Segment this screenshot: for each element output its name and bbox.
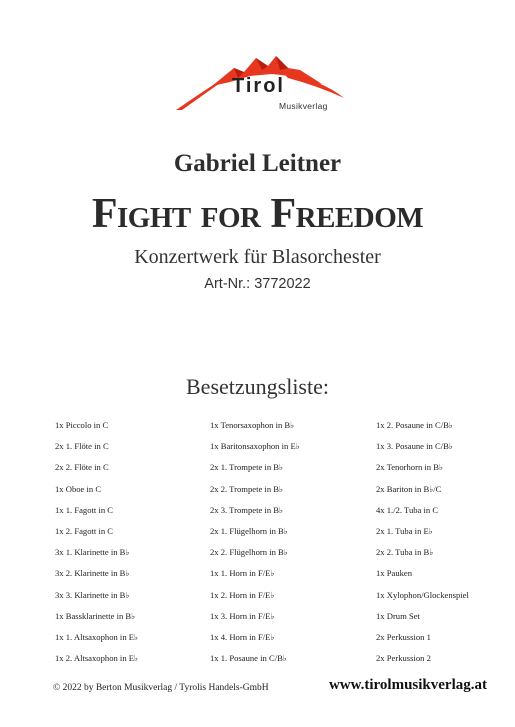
instrument-item: 1x Tenorsaxophon in B♭ — [210, 420, 295, 430]
instrument-item: 2x Bariton in B♭/C — [376, 483, 442, 494]
instrument-item: 2x 1. Flöte in C — [55, 441, 109, 452]
instrument-column-2 — [210, 419, 300, 673]
instrument-item: 3x 2. Klarinette in B♭ — [55, 568, 130, 579]
instrument-column-3 — [376, 419, 469, 673]
piece-title: Fight for Freedom — [91, 191, 424, 237]
publisher-logo — [172, 48, 348, 118]
instrument-item: 1x 4. Horn in F/E♭ — [210, 631, 275, 642]
instrument-item: 1x 2. Fagott in C — [55, 525, 114, 536]
instrument-column-1 — [55, 419, 138, 673]
instrument-item: 1x Pauken — [376, 568, 413, 579]
piece-subtitle: Konzertwerk für Blasorchester — [134, 246, 381, 268]
instrument-item: 2x 2. Flöte in C — [55, 462, 109, 473]
instrument-item: 1x 3. Posaune in C/B♭ — [376, 441, 453, 452]
instrument-item: 2x 1. Flügelhorn in B♭ — [210, 525, 288, 536]
instrument-item: 1x Oboe in C — [55, 483, 102, 494]
instrument-item: 2x Tenorhorn in B♭ — [376, 462, 444, 473]
instrument-item: 1x 2. Posaune in C/B♭ — [376, 420, 453, 430]
instrument-item: 1x Xylophon/Glockenspiel — [376, 589, 469, 600]
instrument-item: 1x 1. Posaune in C/B♭ — [210, 653, 287, 664]
instrument-item: 2x 2. Trompete in B♭ — [210, 483, 284, 494]
article-number: Art-Nr.: 3772022 — [204, 276, 311, 292]
instrument-item: 3x 1. Klarinette in B♭ — [55, 547, 130, 558]
instrument-item: 2x 2. Flügelhorn in B♭ — [210, 547, 288, 558]
instrument-item: 2x 1. Tuba in E♭ — [376, 525, 433, 536]
logo-subtext: Musikverlag — [279, 101, 328, 111]
instrument-item: 1x 3. Horn in F/E♭ — [210, 610, 275, 621]
instrument-item: 1x 1. Fagott in C — [55, 504, 114, 515]
instrument-item: 2x 2. Tuba in B♭ — [376, 547, 434, 558]
publisher-website[interactable]: www.tirolmusikverlag.at — [328, 677, 487, 693]
instrument-item: 2x 1. Trompete in B♭ — [210, 462, 284, 473]
instrument-item: 2x Perkussion 2 — [376, 653, 431, 664]
instrument-item: 3x 3. Klarinette in B♭ — [55, 589, 130, 600]
copyright-notice: © 2022 by Berton Musikverlag / Tyrolis Handels-GmbH — [53, 683, 269, 693]
instrument-item: 1x Bassklarinette in B♭ — [55, 610, 136, 621]
instrument-item: 1x 2. Altsaxophon in E♭ — [55, 653, 139, 664]
instrument-item: 1x Piccolo in C — [55, 420, 109, 430]
instrument-item: 1x 2. Horn in F/E♭ — [210, 589, 275, 600]
instrument-item: 1x Baritonsaxophon in E♭ — [210, 441, 300, 452]
instrument-item: 2x 3. Trompete in B♭ — [210, 504, 284, 515]
instrument-item: 1x 1. Horn in F/E♭ — [210, 568, 275, 579]
instrumentation-heading: Besetzungsliste: — [186, 374, 329, 399]
instrument-item: 1x Drum Set — [376, 610, 420, 621]
composer-name: Gabriel Leitner — [173, 150, 342, 177]
instrument-item: 1x 1. Altsaxophon in E♭ — [55, 631, 139, 642]
instrument-item: 4x 1./2. Tuba in C — [376, 504, 439, 515]
instrument-item: 2x Perkussion 1 — [376, 631, 431, 642]
logo-wordmark: Tirol — [232, 75, 285, 97]
